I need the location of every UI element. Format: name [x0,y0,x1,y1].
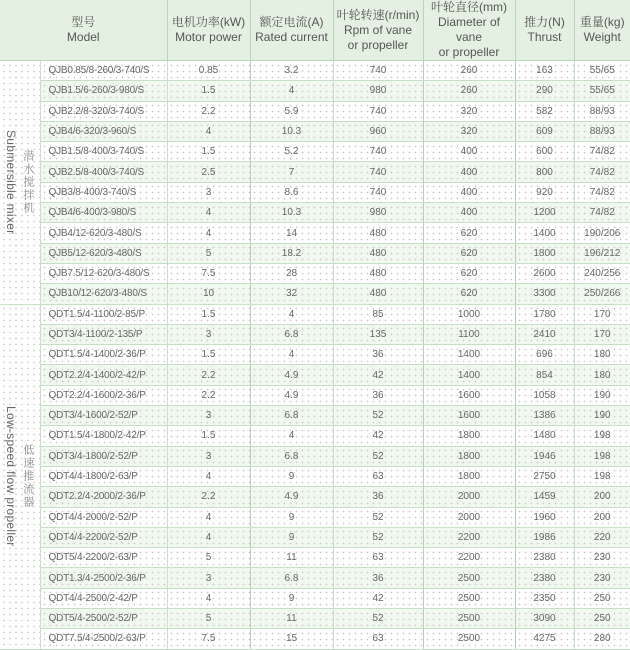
table-row [0,182,630,202]
cell-thrust: 1986 [515,527,574,547]
cell-thrust: 854 [515,365,574,385]
cell-rated-current: 18.2 [250,243,333,263]
cell-model: QJB4/6-320/3-960/S [40,121,167,141]
cell-thrust: 163 [515,61,574,81]
cell-rated-current: 4 [250,426,333,446]
cell-rated-current: 6.8 [250,446,333,466]
table-row [0,324,630,344]
cell-rpm: 52 [333,527,423,547]
cell-motor-power: 4 [167,121,250,141]
cell-thrust: 3090 [515,609,574,629]
cell-weight: 250 [574,609,630,629]
cell-model: QDT4/4-2200/2-52/P [40,527,167,547]
cell-motor-power: 3 [167,568,250,588]
cell-diameter: 620 [423,263,515,283]
table-row [0,61,630,81]
cell-rpm: 63 [333,548,423,568]
cell-weight: 198 [574,466,630,486]
cell-weight: 198 [574,446,630,466]
cell-diameter: 2200 [423,527,515,547]
cell-weight: 74/82 [574,142,630,162]
cell-model: QJB5/12-620/3-480/S [40,243,167,263]
cell-rated-current: 14 [250,223,333,243]
cell-rpm: 63 [333,629,423,649]
table-row [0,223,630,243]
cell-model: QJB1.5/8-400/3-740/S [40,142,167,162]
cell-motor-power: 3 [167,324,250,344]
cell-model: QDT1.5/4-1100/2-85/P [40,304,167,324]
cell-weight: 190 [574,385,630,405]
cell-weight: 180 [574,365,630,385]
category-english: Low-speed flow propeller [3,406,18,547]
cell-rated-current: 4 [250,81,333,101]
cell-diameter: 2500 [423,588,515,608]
cell-motor-power: 1.5 [167,426,250,446]
table-row [0,548,630,568]
cell-rated-current: 9 [250,588,333,608]
cell-rated-current: 4.9 [250,487,333,507]
cell-motor-power: 5 [167,609,250,629]
table-row [0,365,630,385]
cell-rpm: 740 [333,162,423,182]
table-row [0,81,630,101]
cell-rpm: 980 [333,81,423,101]
table-row [0,263,630,283]
cell-weight: 230 [574,548,630,568]
cell-rated-current: 28 [250,263,333,283]
cell-rpm: 740 [333,182,423,202]
cell-thrust: 2750 [515,466,574,486]
category-label-wrapper [0,61,40,304]
table-row [0,101,630,121]
table-row [0,527,630,547]
cell-rpm: 52 [333,609,423,629]
table-row [0,345,630,365]
cell-model: QDT2.2/4-1400/2-42/P [40,365,167,385]
cell-rated-current: 5.9 [250,101,333,121]
cell-motor-power: 10 [167,284,250,304]
cell-rpm: 36 [333,385,423,405]
cell-diameter: 2500 [423,568,515,588]
cell-rated-current: 9 [250,466,333,486]
cell-rated-current: 6.8 [250,568,333,588]
cell-motor-power: 4 [167,203,250,223]
cell-weight: 240/256 [574,263,630,283]
cell-motor-power: 3 [167,446,250,466]
cell-rated-current: 4 [250,345,333,365]
cell-thrust: 800 [515,162,574,182]
cell-thrust: 1800 [515,243,574,263]
cell-thrust: 1459 [515,487,574,507]
cell-motor-power: 7.5 [167,629,250,649]
category-label [0,61,40,305]
cell-rated-current: 5.2 [250,142,333,162]
cell-diameter: 1600 [423,385,515,405]
header-diameter: 叶轮直径(mm) Diameter of vane or propeller [423,0,515,61]
cell-motor-power: 2.2 [167,101,250,121]
cell-rated-current: 4.9 [250,365,333,385]
header-rpm: 叶轮转速(r/min) Rpm of vane or propeller [333,0,423,61]
cell-rpm: 52 [333,406,423,426]
cell-diameter: 1600 [423,406,515,426]
cell-weight: 198 [574,426,630,446]
table-row [0,446,630,466]
cell-rated-current: 8.6 [250,182,333,202]
cell-motor-power: 3 [167,406,250,426]
cell-model: QDT5/4-2200/2-63/P [40,548,167,568]
cell-thrust: 4275 [515,629,574,649]
cell-diameter: 320 [423,121,515,141]
cell-thrust: 1780 [515,304,574,324]
cell-model: QJB0.85/8-260/3-740/S [40,61,167,81]
cell-rated-current: 9 [250,527,333,547]
cell-thrust: 1200 [515,203,574,223]
cell-thrust: 582 [515,101,574,121]
cell-rated-current: 3.2 [250,61,333,81]
cell-model: QDT3/4-1100/2-135/P [40,324,167,344]
cell-rpm: 135 [333,324,423,344]
cell-diameter: 1400 [423,345,515,365]
cell-rated-current: 6.8 [250,324,333,344]
cell-weight: 170 [574,304,630,324]
cell-rated-current: 15 [250,629,333,649]
cell-thrust: 2600 [515,263,574,283]
cell-rpm: 52 [333,446,423,466]
cell-thrust: 1480 [515,426,574,446]
cell-rpm: 42 [333,365,423,385]
cell-weight: 88/93 [574,101,630,121]
cell-thrust: 1960 [515,507,574,527]
cell-rpm: 52 [333,507,423,527]
cell-rpm: 36 [333,568,423,588]
cell-model: QDT4/4-1800/2-63/P [40,466,167,486]
header-motor-power: 电机功率(kW) Motor power [167,0,250,61]
cell-model: QJB3/8-400/3-740/S [40,182,167,202]
cell-thrust: 920 [515,182,574,202]
table-body [0,61,630,650]
header-weight: 重量(kg) Weight [574,0,630,61]
table-row [0,284,630,304]
cell-motor-power: 1.5 [167,81,250,101]
cell-weight: 250/266 [574,284,630,304]
cell-motor-power: 1.5 [167,345,250,365]
cell-weight: 55/65 [574,61,630,81]
cell-diameter: 2500 [423,609,515,629]
cell-diameter: 260 [423,61,515,81]
cell-motor-power: 2.2 [167,365,250,385]
cell-diameter: 400 [423,162,515,182]
cell-diameter: 1800 [423,466,515,486]
cell-weight: 170 [574,324,630,344]
cell-rated-current: 4 [250,304,333,324]
cell-diameter: 400 [423,182,515,202]
cell-diameter: 2000 [423,507,515,527]
cell-model: QJB1.5/6-260/3-980/S [40,81,167,101]
cell-diameter: 1000 [423,304,515,324]
table-row [0,609,630,629]
header-model: 型号 Model [0,0,167,61]
cell-model: QDT1.5/4-1800/2-42/P [40,426,167,446]
cell-motor-power: 7.5 [167,263,250,283]
cell-thrust: 696 [515,345,574,365]
cell-weight: 200 [574,507,630,527]
cell-rated-current: 9 [250,507,333,527]
cell-diameter: 2200 [423,548,515,568]
cell-diameter: 260 [423,81,515,101]
cell-model: QJB4/12-620/3-480/S [40,223,167,243]
cell-model: QDT1.3/4-2500/2-36/P [40,568,167,588]
cell-weight: 190 [574,406,630,426]
cell-rpm: 42 [333,588,423,608]
category-label-wrapper [0,305,40,649]
cell-rpm: 85 [333,304,423,324]
table-header [0,0,630,61]
category-chinese: 潜水搅拌机 [21,149,34,215]
cell-model: QDT4/4-2500/2-42/P [40,588,167,608]
cell-rpm: 36 [333,345,423,365]
cell-thrust: 1946 [515,446,574,466]
cell-motor-power: 5 [167,243,250,263]
table-row [0,121,630,141]
cell-model: QDT3/4-1800/2-52/P [40,446,167,466]
cell-thrust: 2380 [515,568,574,588]
category-english: Submersible mixer [3,130,18,235]
cell-rated-current: 4.9 [250,385,333,405]
table-row [0,162,630,182]
cell-thrust: 2350 [515,588,574,608]
cell-motor-power: 4 [167,588,250,608]
cell-model: QDT3/4-1600/2-52/P [40,406,167,426]
cell-diameter: 400 [423,142,515,162]
cell-motor-power: 4 [167,527,250,547]
cell-rpm: 980 [333,203,423,223]
cell-rated-current: 7 [250,162,333,182]
cell-diameter: 1100 [423,324,515,344]
cell-motor-power: 4 [167,223,250,243]
cell-weight: 74/82 [574,162,630,182]
cell-rated-current: 11 [250,548,333,568]
cell-rpm: 42 [333,426,423,446]
table-row [0,304,630,324]
cell-rated-current: 11 [250,609,333,629]
cell-weight: 220 [574,527,630,547]
cell-motor-power: 2.2 [167,385,250,405]
cell-rpm: 480 [333,243,423,263]
cell-weight: 200 [574,487,630,507]
cell-model: QDT1.5/4-1400/2-36/P [40,345,167,365]
cell-model: QJB2.5/8-400/3-740/S [40,162,167,182]
cell-diameter: 2500 [423,629,515,649]
cell-rpm: 63 [333,466,423,486]
cell-thrust: 1058 [515,385,574,405]
cell-model: QJB4/6-400/3-980/S [40,203,167,223]
table-row [0,142,630,162]
table-row [0,629,630,649]
cell-weight: 55/65 [574,81,630,101]
cell-thrust: 290 [515,81,574,101]
cell-rpm: 480 [333,263,423,283]
cell-model: QDT7.5/4-2500/2-63/P [40,629,167,649]
cell-weight: 196/212 [574,243,630,263]
cell-weight: 230 [574,568,630,588]
cell-diameter: 1800 [423,446,515,466]
cell-diameter: 620 [423,223,515,243]
table-row [0,487,630,507]
cell-thrust: 2380 [515,548,574,568]
cell-weight: 280 [574,629,630,649]
cell-weight: 250 [574,588,630,608]
cell-model: QJB10/12-620/3-480/S [40,284,167,304]
cell-rpm: 480 [333,223,423,243]
table-row [0,588,630,608]
cell-rpm: 740 [333,61,423,81]
cell-motor-power: 2.2 [167,487,250,507]
cell-diameter: 620 [423,284,515,304]
cell-model: QDT2.2/4-2000/2-36/P [40,487,167,507]
cell-thrust: 2410 [515,324,574,344]
cell-motor-power: 0.85 [167,61,250,81]
cell-rated-current: 6.8 [250,406,333,426]
header-rated-current: 额定电流(A) Rated current [250,0,333,61]
cell-rated-current: 10.3 [250,121,333,141]
cell-weight: 190/206 [574,223,630,243]
table-row [0,426,630,446]
cell-motor-power: 1.5 [167,304,250,324]
table-row [0,466,630,486]
cell-rpm: 36 [333,487,423,507]
cell-thrust: 1400 [515,223,574,243]
cell-motor-power: 4 [167,507,250,527]
cell-motor-power: 1.5 [167,142,250,162]
cell-diameter: 1800 [423,426,515,446]
table-row [0,507,630,527]
cell-weight: 74/82 [574,182,630,202]
cell-rpm: 480 [333,284,423,304]
cell-rated-current: 10.3 [250,203,333,223]
table-row [0,203,630,223]
cell-weight: 180 [574,345,630,365]
cell-rpm: 960 [333,121,423,141]
cell-diameter: 400 [423,203,515,223]
cell-model: QJB2.2/8-320/3-740/S [40,101,167,121]
cell-diameter: 2000 [423,487,515,507]
cell-thrust: 3300 [515,284,574,304]
cell-diameter: 620 [423,243,515,263]
cell-motor-power: 3 [167,182,250,202]
cell-model: QJB7.5/12-620/3-480/S [40,263,167,283]
table-row [0,568,630,588]
cell-thrust: 600 [515,142,574,162]
cell-rpm: 740 [333,101,423,121]
cell-rpm: 740 [333,142,423,162]
cell-rated-current: 32 [250,284,333,304]
cell-model: QDT5/4-2500/2-52/P [40,609,167,629]
cell-motor-power: 4 [167,466,250,486]
cell-thrust: 1386 [515,406,574,426]
cell-motor-power: 5 [167,548,250,568]
cell-weight: 88/93 [574,121,630,141]
table-row [0,385,630,405]
table-row [0,243,630,263]
cell-motor-power: 2.5 [167,162,250,182]
cell-thrust: 609 [515,121,574,141]
cell-model: QDT2.2/4-1600/2-36/P [40,385,167,405]
category-chinese: 低速推流器 [21,444,34,510]
cell-diameter: 320 [423,101,515,121]
category-label [0,304,40,649]
cell-diameter: 1400 [423,365,515,385]
cell-model: QDT4/4-2000/2-52/P [40,507,167,527]
header-thrust: 推力(N) Thrust [515,0,574,61]
table-row [0,406,630,426]
cell-weight: 74/82 [574,203,630,223]
